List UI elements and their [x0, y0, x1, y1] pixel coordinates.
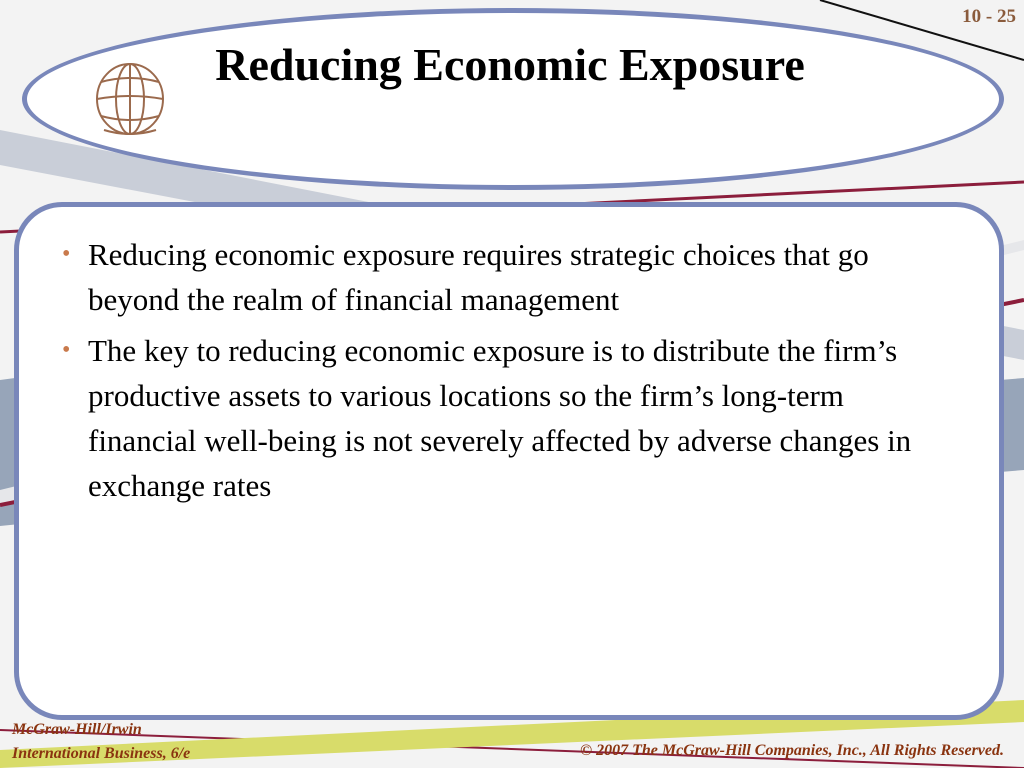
bullet-item	[60, 328, 960, 508]
bullet-text: Reducing economic exposure requires strategic choices that go beyond the realm of financial management	[88, 237, 869, 317]
footer-left	[12, 718, 190, 766]
footer-book: International Business, 6/e	[12, 745, 191, 762]
bullet-icon: •	[62, 337, 71, 363]
footer-copyright: © 2007 The McGraw-Hill Companies, Inc., All Rights Reserved.	[580, 742, 1004, 759]
footer-publisher: McGraw-Hill/Irwin	[12, 721, 142, 738]
bullet-item	[60, 232, 960, 322]
slide-number: 10 - 25	[962, 6, 1016, 27]
bullet-list	[60, 232, 960, 514]
bullet-text: The key to reducing economic exposure is to distribute the firm’s productive assets to various locations so the firm’s long-term financial well-being is not severely affected by adverse changes in exchange rates	[88, 333, 912, 503]
slide-title: Reducing Economic Exposure	[215, 39, 805, 90]
globe-icon	[90, 58, 170, 140]
bullet-icon: •	[62, 241, 71, 267]
